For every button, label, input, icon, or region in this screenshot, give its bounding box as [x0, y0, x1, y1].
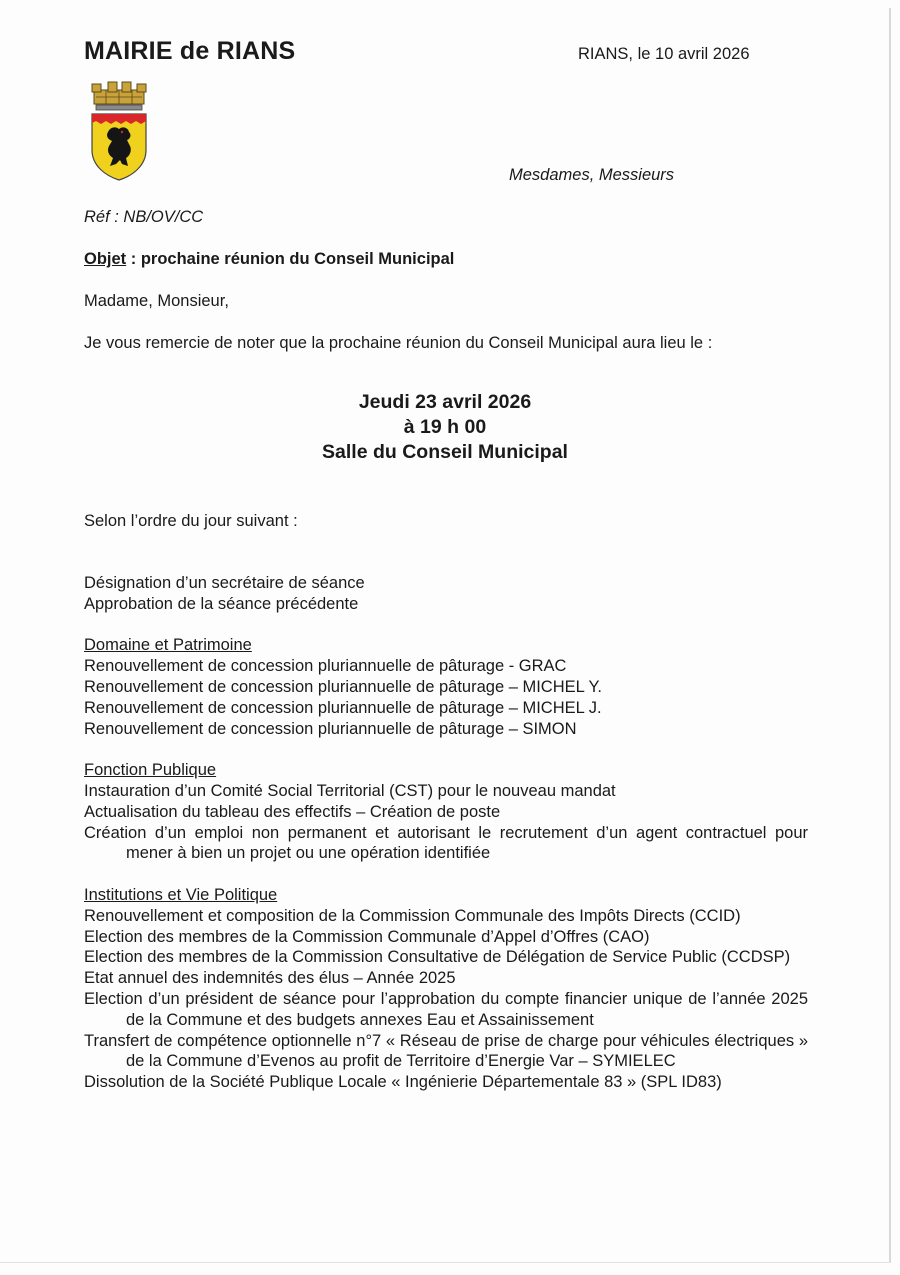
intro-paragraph: Je vous remercie de noter que la prochaine réunion du Conseil Municipal aura lieu le : [84, 334, 713, 352]
agenda-item: Renouvellement de concession pluriannuelle de pâturage - GRAC [84, 657, 567, 676]
mairie-heading: MAIRIE de RIANS [84, 37, 296, 65]
section-title-domaine: Domaine et Patrimoine [84, 636, 252, 655]
objet-label: Objet [84, 250, 127, 268]
page-bottom-edge [0, 1262, 891, 1263]
agenda-item: Etat annuel des indemnités des élus – Année 2025 [84, 969, 456, 988]
agenda-item: Désignation d’un secrétaire de séance [84, 574, 365, 592]
meeting-info [0, 390, 890, 465]
agenda-item: Renouvellement de concession pluriannuelle de pâturage – MICHEL J. [84, 698, 602, 717]
agenda-item: Election d’un président de séance pour l’approbation du compte financier unique de l’année 2025 de la Commune et des budgets annexes Eau et Assainissement [84, 989, 808, 1029]
agenda-item: Création d’un emploi non permanent et autorisant le recrutement d’un agent contractuel pour mener à bien un projet ou une opération identifiée [84, 823, 808, 863]
agenda-item: Election des membres de la Commission Consultative de Délégation de Service Public (CCDSP) [84, 948, 791, 967]
objet-separator: : [126, 250, 141, 268]
agenda-item: Transfert de compétence optionnelle n°7 « Réseau de prise de charge pour véhicules électriques » de la Commune d’Evenos au profit de Territoire d’Energie Var – SYMIELEC [84, 1031, 808, 1071]
agenda-item: Approbation de la séance précédente [84, 594, 359, 613]
agenda [84, 573, 808, 1093]
section-title-fonction: Fonction Publique [84, 761, 217, 780]
agenda-item: Renouvellement de concession pluriannuelle de pâturage – MICHEL Y. [84, 677, 602, 696]
ordre-du-jour-intro: Selon l’ordre du jour suivant : [84, 512, 298, 530]
agenda-item: Instauration d’un Comité Social Territorial (CST) pour le nouveau mandat [84, 781, 616, 800]
reference: Réf : NB/OV/CC [84, 208, 204, 226]
objet-text: prochaine réunion du Conseil Municipal [140, 250, 455, 268]
objet-line [84, 250, 454, 269]
meeting-time: à 19 h 00 [403, 416, 487, 438]
agenda-item: Dissolution de la Société Publique Locale « Ingénierie Départementale 83 » (SPL ID83) [84, 1073, 722, 1092]
salutation-top: Mesdames, Messieurs [509, 166, 675, 184]
section-title-institutions: Institutions et Vie Politique [84, 885, 278, 904]
page-edge [889, 8, 891, 1263]
coat-of-arms-icon [86, 80, 152, 182]
meeting-place: Salle du Conseil Municipal [322, 441, 568, 463]
meeting-day: Jeudi 23 avril 2026 [358, 391, 532, 413]
agenda-item: Actualisation du tableau des effectifs – Création de poste [84, 802, 501, 821]
letter-date: RIANS, le 10 avril 2026 [578, 45, 750, 63]
agenda-item: Renouvellement de concession pluriannuelle de pâturage – SIMON [84, 719, 577, 738]
agenda-item: Election des membres de la Commission Communale d’Appel d’Offres (CAO) [84, 927, 650, 946]
greeting: Madame, Monsieur, [84, 292, 229, 310]
agenda-item: Renouvellement et composition de la Commission Communale des Impôts Directs (CCID) [84, 906, 741, 925]
